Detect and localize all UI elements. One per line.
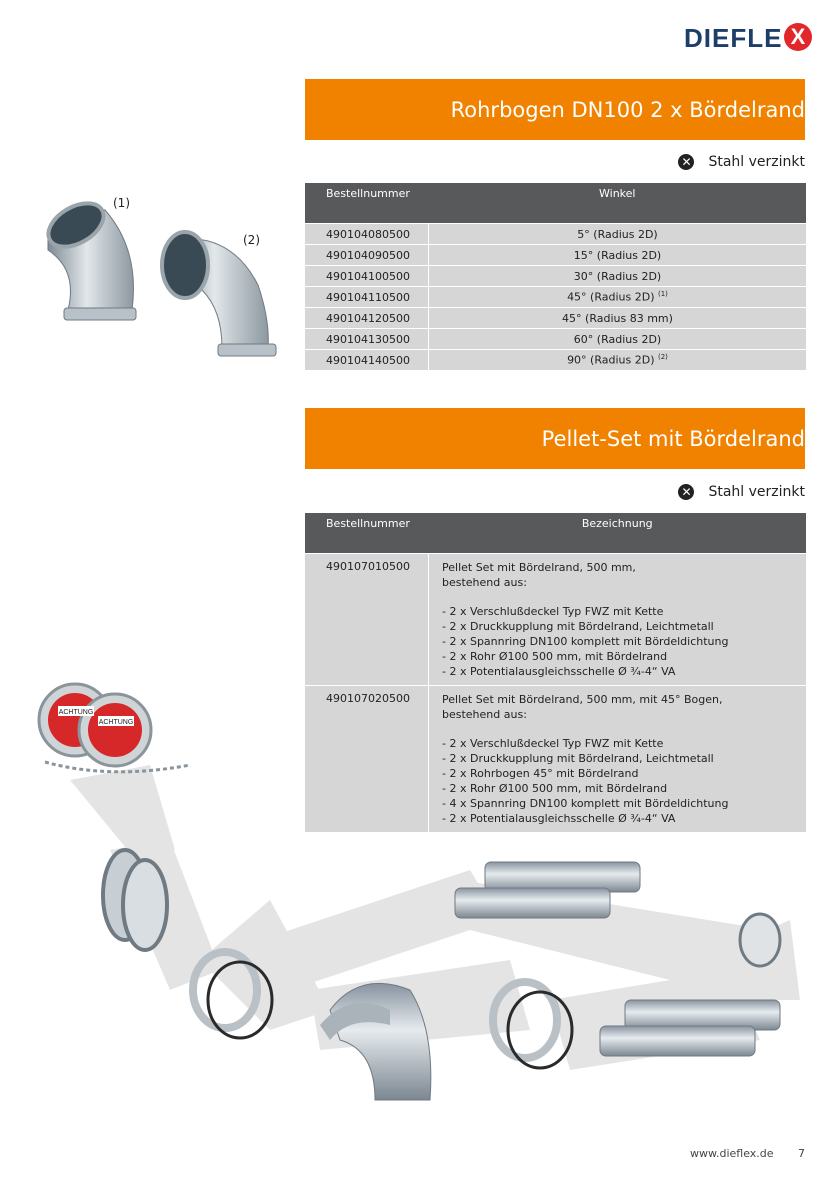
logo-x-badge: X: [784, 23, 812, 51]
order-number: 490104120500: [305, 308, 429, 329]
section1-material: [678, 154, 805, 170]
section2-banner: [305, 408, 805, 469]
angle-value: 15° (Radius 2D): [573, 248, 662, 262]
table-row: [305, 266, 806, 287]
elbow-pipes-image: [30, 190, 290, 365]
description-intro: bestehend aus:: [442, 708, 527, 721]
angle-value: 5° (Radius 2D): [577, 227, 658, 241]
angle-value-cell: [429, 329, 807, 350]
description-intro: Pellet Set mit Bördelrand, 500 mm, mit 45° Bogen,: [442, 693, 723, 706]
footnote-ref: (2): [658, 353, 668, 362]
order-number: 490104100500: [305, 266, 429, 287]
description-item: - 2 x Potentialausgleichsschelle Ø ¾-4“ VA: [442, 812, 676, 825]
footer-url[interactable]: www.dieflex.de: [690, 1147, 774, 1160]
section1-title: Rohrbogen DN100 2 x Bördelrand: [450, 97, 805, 122]
order-number: 490104080500: [305, 224, 429, 245]
order-number: 490104140500: [305, 350, 429, 371]
table-row: [305, 287, 806, 308]
order-number: 490104090500: [305, 245, 429, 266]
description-intro: Pellet Set mit Bördelrand, 500 mm,: [442, 561, 636, 574]
table-header-bestellnummer: Bestellnummer: [305, 183, 429, 224]
section2-title: Pellet-Set mit Bördelrand: [541, 426, 805, 451]
image-label-2: (2): [243, 233, 260, 247]
angle-value: 90° (Radius 2D): [567, 353, 655, 367]
section2-material: [678, 484, 805, 500]
description-item: - 2 x Verschlußdeckel Typ FWZ mit Kette: [442, 737, 664, 750]
image-label-1: (1): [113, 196, 130, 210]
description-item: - 2 x Druckkupplung mit Bördelrand, Leichtmetall: [442, 620, 714, 633]
material-x-icon: ✕: [678, 484, 694, 500]
table-row: [305, 554, 806, 686]
table-header-bezeichnung: Bezeichnung: [429, 513, 807, 554]
cap-text-2: ACHTUNG: [98, 719, 134, 726]
cap-text-1: ACHTUNG: [58, 709, 94, 716]
description-item: - 2 x Rohr Ø100 500 mm, mit Bördelrand: [442, 782, 668, 795]
table-row: [305, 224, 806, 245]
table-header-winkel: Winkel: [429, 183, 807, 224]
logo-text: DIEFLE: [684, 22, 783, 53]
angle-value: 30° (Radius 2D): [573, 269, 662, 283]
description-item: - 4 x Spannring DN100 komplett mit Bördeldichtung: [442, 797, 729, 810]
elbow-table: [305, 183, 806, 370]
table-row: [305, 350, 806, 371]
table-row: [305, 329, 806, 350]
pellet-set-image: [30, 670, 810, 1110]
order-number: 490104130500: [305, 329, 429, 350]
description-item: - 2 x Druckkupplung mit Bördelrand, Leichtmetall: [442, 752, 714, 765]
angle-value: 60° (Radius 2D): [573, 332, 662, 346]
angle-value-cell: [429, 245, 807, 266]
angle-value: 45° (Radius 83 mm): [562, 311, 673, 325]
page-number: 7: [798, 1147, 805, 1160]
angle-value-cell: [429, 350, 807, 371]
order-number: 490107010500: [305, 554, 429, 686]
section1-banner: [305, 79, 805, 140]
angle-value-cell: [429, 287, 807, 308]
footnote-ref: (1): [658, 290, 668, 299]
description-item: - 2 x Verschlußdeckel Typ FWZ mit Kette: [442, 605, 664, 618]
description-intro: bestehend aus:: [442, 576, 527, 589]
spacer: [442, 590, 806, 604]
table-header-bestellnummer: Bestellnummer: [305, 513, 429, 554]
description-cell: [429, 554, 807, 686]
section1-material-label: Stahl verzinkt: [708, 154, 805, 170]
table-row: [305, 245, 806, 266]
material-x-icon: ✕: [678, 154, 694, 170]
brand-logo: [684, 22, 812, 54]
order-number: 490107020500: [305, 686, 429, 833]
angle-value-cell: [429, 308, 807, 329]
description-item: - 2 x Spannring DN100 komplett mit Bördeldichtung: [442, 635, 729, 648]
description-item: - 2 x Potentialausgleichsschelle Ø ¾-4“ VA: [442, 665, 676, 678]
angle-value-cell: [429, 224, 807, 245]
order-number: 490104110500: [305, 287, 429, 308]
angle-value-cell: [429, 266, 807, 287]
table-row: [305, 308, 806, 329]
description-item: - 2 x Rohrbogen 45° mit Bördelrand: [442, 767, 639, 780]
section2-material-label: Stahl verzinkt: [708, 484, 805, 500]
description-item: - 2 x Rohr Ø100 500 mm, mit Bördelrand: [442, 650, 668, 663]
angle-value: 45° (Radius 2D): [567, 290, 655, 304]
